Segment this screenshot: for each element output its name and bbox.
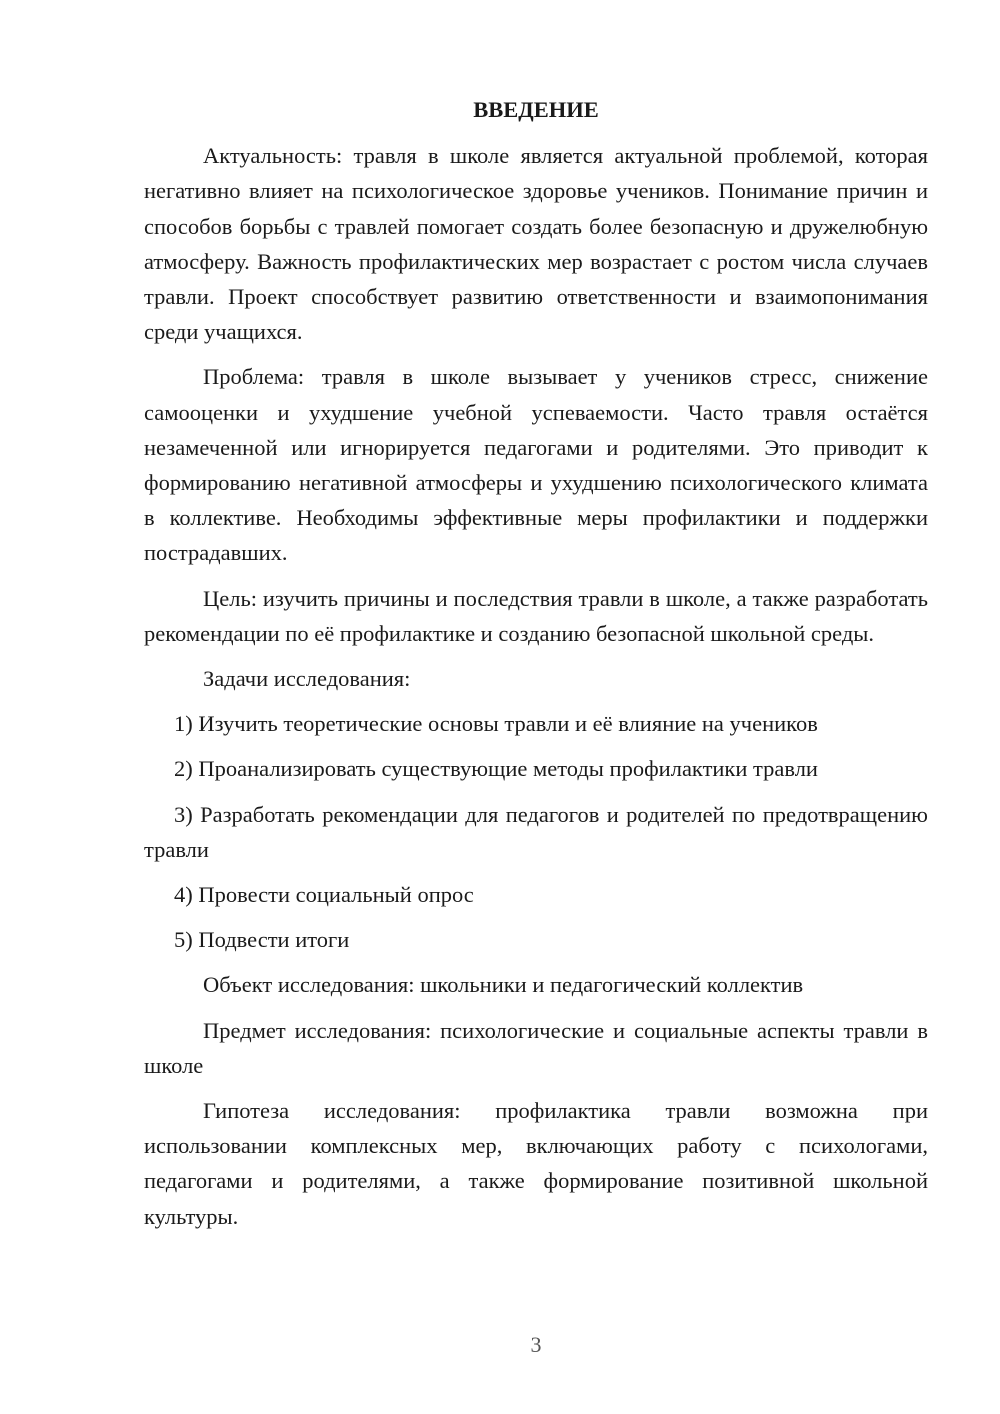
- research-object: Объект исследования: школьники и педагогический коллектив: [203, 972, 804, 998]
- task-item-1: 1) Изучить теоретические основы травли и её влияние на учеников: [174, 711, 818, 737]
- document-page: [144, 92, 928, 1244]
- research-hypothesis: Гипотеза исследования: профилактика травли возможна при использовании комплексных мер, включающих работу с психологами, педагогами и родителями, а также формирование позитивной школьной культуры.: [144, 1098, 928, 1229]
- tasks-heading: Задачи исследования:: [203, 666, 411, 692]
- task-item-4: 4) Провести социальный опрос: [174, 882, 474, 908]
- research-subject: Предмет исследования: психологические и социальные аспекты травли в школе: [144, 1017, 928, 1078]
- task-item-3: 3) Разработать рекомендации для педагогов и родителей по предотвращению травли: [144, 801, 928, 862]
- paragraph-relevance: Актуальность: травля в школе является актуальной проблемой, которая негативно влияет на психологическое здоровье учеников. Понимание причин и способов борьбы с травлей помогает создать более безопасную и дружелюбную атмосферу. Важность профилактических мер возрастает с ростом числа случаев травли. Проект способствует развитию ответственности и взаимопонимания среди учащихся.: [144, 143, 928, 345]
- page-number: 3: [530, 1332, 542, 1357]
- paragraph-problem: Проблема: травля в школе вызывает у учеников стресс, снижение самооценки и ухудшение учебной успеваемости. Часто травля остаётся незамеченной или игнорируется педагогами и родителями. Это приводит к формированию негативной атмосферы и ухудшению психологического климата в коллективе. Необходимы эффективные меры профилактики и поддержки пострадавших.: [144, 364, 928, 566]
- section-title: ВВЕДЕНИЕ: [473, 97, 599, 122]
- task-item-5: 5) Подвести итоги: [174, 927, 350, 953]
- task-item-2: 2) Проанализировать существующие методы профилактики травли: [174, 756, 818, 782]
- paragraph-goal: Цель: изучить причины и последствия травли в школе, а также разработать рекомендации по её профилактике и созданию безопасной школьной среды.: [144, 585, 928, 646]
